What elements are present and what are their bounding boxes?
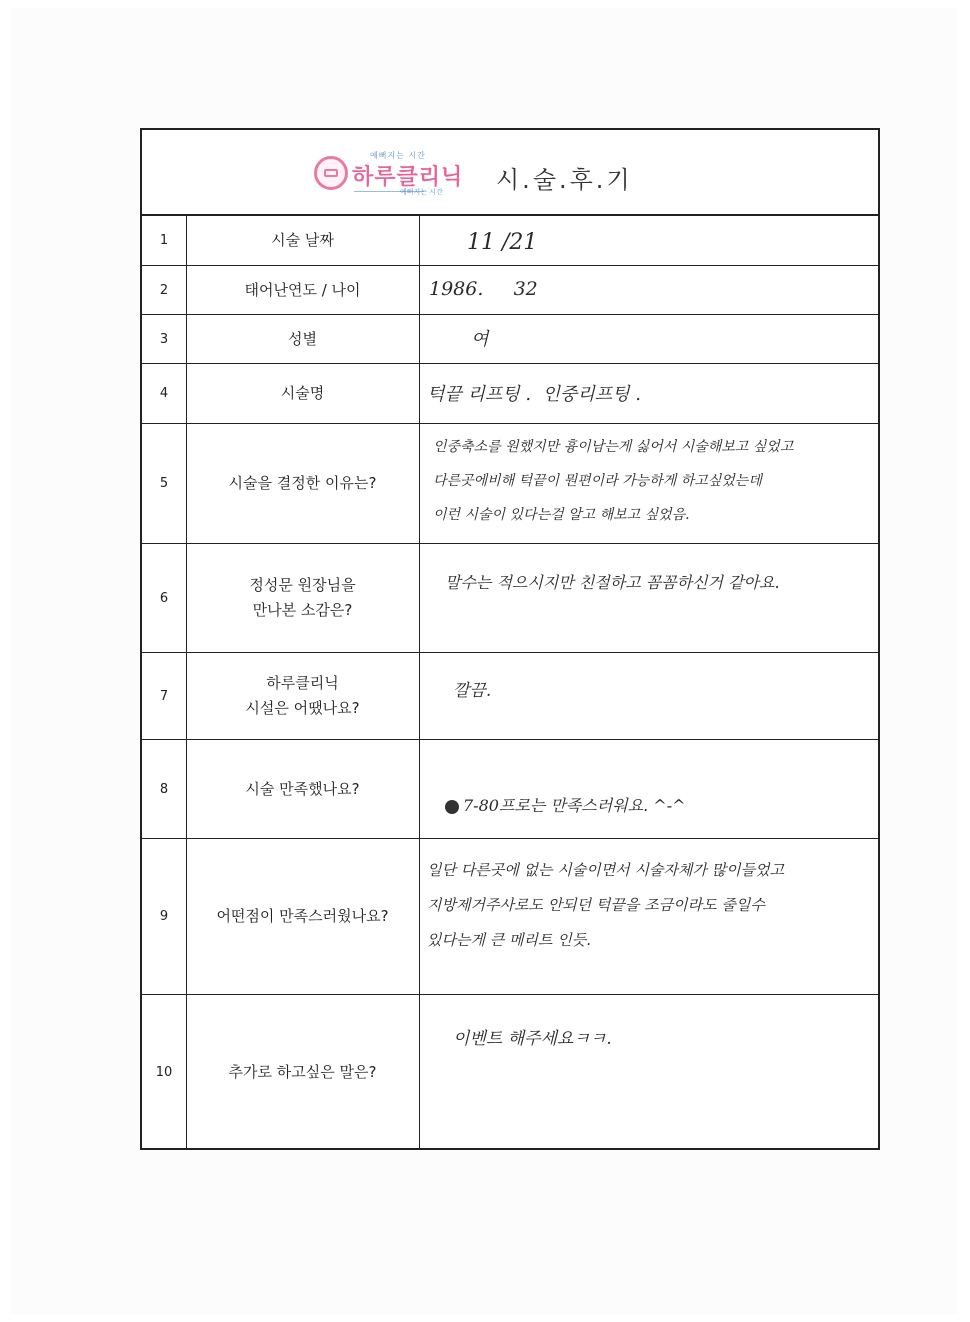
form-header (142, 130, 878, 216)
row-question: 성별 (186, 315, 420, 363)
row-question: 추가로 하고싶은 말은? (186, 995, 420, 1150)
row-question: 시술 만족했나요? (186, 740, 420, 838)
row-answer: 11 /21 (467, 230, 538, 255)
form-title: 시.술.후.기 (496, 166, 633, 194)
row-answer: 깔끔. (453, 681, 492, 701)
row-question: 정성문 원장님을 만나본 소감은? (186, 544, 420, 652)
form-row (142, 266, 878, 315)
row-question: 시술을 결정한 이유는? (186, 424, 420, 543)
row-number: 5 (142, 424, 187, 543)
review-form (140, 128, 880, 1150)
form-row (142, 364, 878, 424)
row-question: 태어난연도 / 나이 (186, 266, 420, 314)
row-question: 시술명 (186, 364, 420, 423)
row-answer: 턱끝 리프팅 . 인중리프팅 . (427, 384, 641, 405)
logo-tagline-top: 예뻐지는 시간 (370, 151, 426, 160)
form-row (142, 315, 878, 364)
row-question: 하루클리닉 시설은 어땠나요? (186, 653, 420, 739)
form-row (142, 740, 878, 839)
row-number: 1 (142, 216, 187, 265)
row-question: 어떤점이 만족스러웠나요? (186, 839, 420, 994)
row-answer: 7-80프로는 만족스러워요. ^-^ (463, 796, 686, 815)
form-row (142, 653, 878, 740)
row-answer-container (419, 740, 878, 838)
form-row (142, 424, 878, 544)
row-number: 8 (142, 740, 187, 838)
clinic-logo (314, 150, 480, 200)
row-number: 4 (142, 364, 187, 423)
row-number: 10 (142, 995, 187, 1150)
row-number: 2 (142, 266, 187, 314)
row-answer: 일단 다른곳에 없는 시술이면서 시술자체가 많이들었고 지방제거주사로도 안되던 턱끝을 조금이라도 줄일수 있다는게 큰 메리트 인듯. (427, 861, 785, 949)
row-answer: 말수는 적으시지만 친절하고 꼼꼼하신거 같아요. (445, 573, 780, 592)
form-row (142, 995, 878, 1150)
logo-clinic-name: 하루클리닉 (352, 165, 464, 190)
row-number: 6 (142, 544, 187, 652)
clock-logo-icon (314, 156, 348, 190)
row-answer: 이벤트 해주세요ㅋㅋ. (453, 1029, 612, 1049)
form-row (142, 216, 878, 266)
logo-tagline-bottom: 예뻐지는 시간 (400, 188, 443, 196)
row-answer: 여 (471, 329, 489, 350)
row-answer: 1986. 32 (429, 278, 538, 300)
row-number: 3 (142, 315, 187, 363)
row-number: 9 (142, 839, 187, 994)
form-row (142, 839, 878, 995)
row-number: 7 (142, 653, 187, 739)
row-question: 시술 날짜 (186, 216, 420, 265)
form-row (142, 544, 878, 653)
row-answer: 인중축소를 원했지만 흉이남는게 싫어서 시술해보고 싶었고 다른곳에비해 턱끝이 뭔편이라 가능하게 하고싶었는데 이런 시술이 있다는걸 알고 해보고 싶었음. (433, 439, 794, 523)
scribble-mark-icon (445, 800, 459, 814)
